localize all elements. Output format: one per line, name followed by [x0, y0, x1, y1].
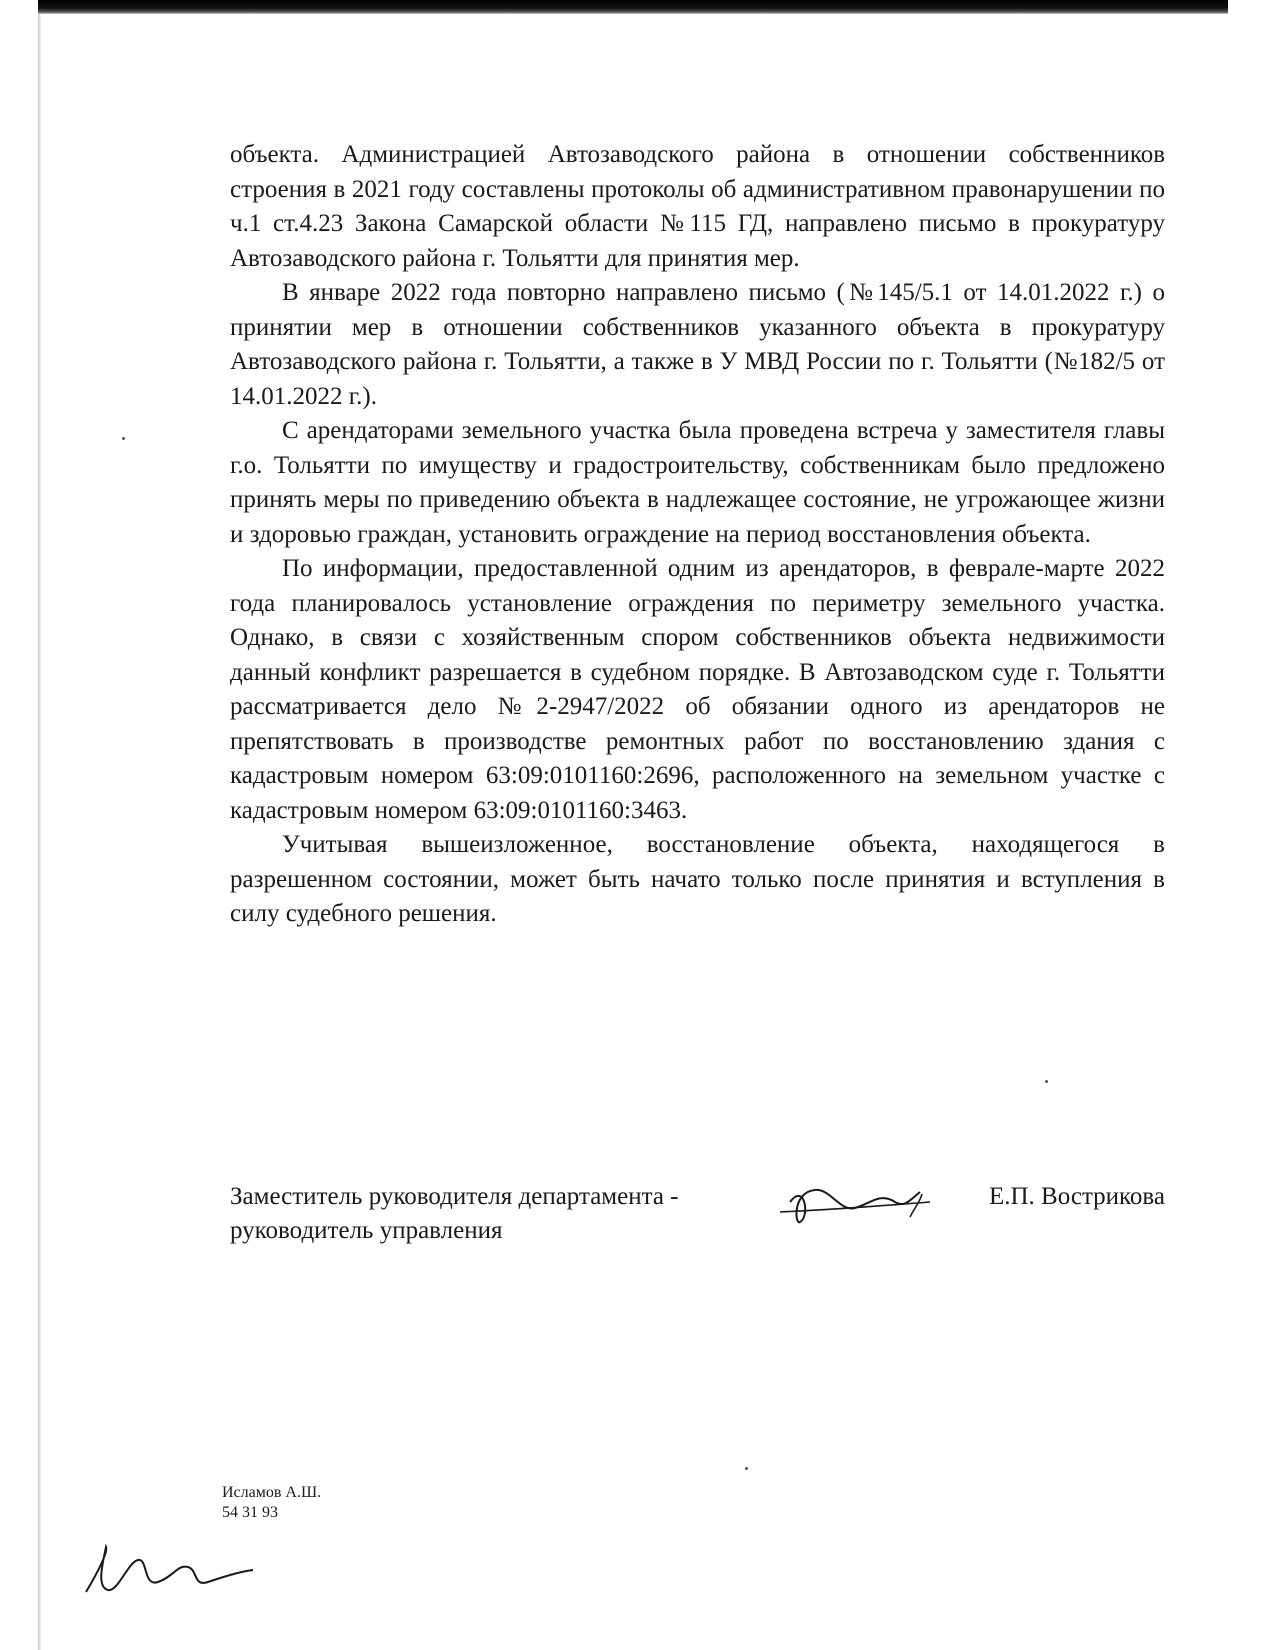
signatory-name: Е.П. Вострикова	[988, 1183, 1165, 1210]
paragraph-2: В январе 2022 года повторно направлено письмо (№145/5.1 от 14.01.2022 г.) о принятии мер в отношении собственников указанного объекта в прокуратуру Автозаводского района г. Тольятти, а также в У МВД России по г. Тольятти (№182/5 от 14.01.2022 г.).	[230, 279, 1165, 410]
letter-body	[230, 138, 1165, 932]
paragraph-5: Учитывая вышеизложенное, восстановление объекта, находящегося в разрешенном состоянии, может быть начато только после принятия и вступления в силу судебного решения.	[230, 831, 1165, 927]
signatory-position-line-2: руководитель управления	[230, 1217, 503, 1244]
scan-speck	[745, 1467, 748, 1470]
scan-left-edge	[38, 14, 41, 1650]
signatory-position-line-1: Заместитель руководителя департамента -	[230, 1183, 679, 1210]
scan-speck	[1045, 1080, 1048, 1083]
paragraph-4: По информации, предоставленной одним из арендаторов, в феврале-марте 2022 года планировалось установление ограждения по периметру земельного участка. Однако, в связи с хозяйственным спором собственников объекта недвижимости данный конфликт разрешается в судебном порядке. В Автозаводском суде г. Тольятти рассматривается дело №2-2947/2022 об обязании одного из арендаторов не препятствовать в производстве ремонтных работ по восстановлению здания с кадастровым номером 63:09:0101160:2696, расположенного на земельном участке с кадастровым номером 63:09:0101160:3463.	[230, 555, 1165, 824]
scan-top-edge	[38, 0, 1228, 14]
handwritten-initials	[78, 1542, 268, 1602]
executor-phone: 54 31 93	[222, 1504, 278, 1521]
signatory-position	[230, 1180, 830, 1248]
signature-block	[230, 1180, 1165, 1260]
executor-info	[222, 1483, 321, 1523]
executor-name: Исламов А.Ш.	[222, 1484, 322, 1501]
paragraph-1: объекта. Администрацией Автозаводского района в отношении собственников строения в 2021 году составлены протоколы об административном правонарушении по ч.1 ст.4.23 Закона Самарской области №115 ГД, направлено письмо в прокуратуру Автозаводского района г. Тольятти для принятия мер.	[230, 141, 1165, 272]
scan-speck	[122, 437, 125, 440]
handwritten-signature	[770, 1162, 940, 1242]
paragraph-3: С арендаторами земельного участка была проведена встреча у заместителя главы г.о. Тольятти по имуществу и градостроительству, собственникам было предложено принять меры по приведению объекта в надлежащее состояние, не угрожающее жизни и здоровью граждан, установить ограждение на период восстановления объекта.	[230, 417, 1165, 548]
